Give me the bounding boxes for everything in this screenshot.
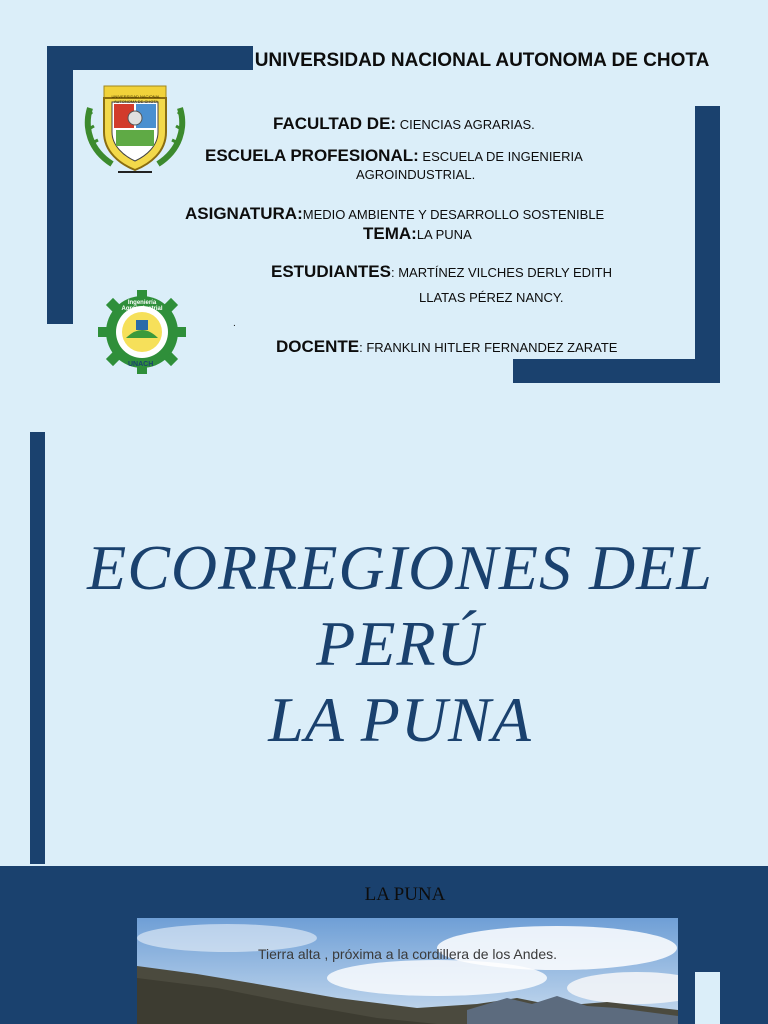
asignatura-label: ASIGNATURA: [185, 204, 303, 223]
frame-left-bar [47, 46, 73, 324]
facultad-label: FACULTAD DE: [273, 114, 397, 133]
frame-bottom-bar [513, 359, 720, 383]
frame-right-bar [695, 106, 720, 383]
facultad-value: CIENCIAS AGRARIAS. [396, 117, 535, 132]
stray-dot: . [233, 318, 236, 329]
escuela-value: ESCUELA DE INGENIERIA [418, 149, 583, 164]
faculty-logo-subtext: UNACH [128, 361, 154, 368]
puna-landscape-photo [137, 918, 678, 1024]
escuela-line [205, 146, 583, 166]
photo-caption: Tierra alta , próxima a la cordillera de los Andes. [257, 946, 558, 962]
estudiante-2: LLATAS PÉREZ NANCY. [419, 290, 564, 305]
estudiantes-label: ESTUDIANTES [271, 262, 391, 281]
title-accent-bar [30, 432, 45, 864]
section-heading: LA PUNA [364, 884, 446, 905]
asignatura-line [185, 204, 604, 224]
university-crest-logo [82, 78, 188, 176]
frame-top-bar [47, 46, 253, 70]
estudiante-1: : MARTÍNEZ VILCHES DERLY EDITH [390, 265, 613, 280]
tema-label: TEMA: [363, 224, 417, 243]
docente-line [276, 337, 617, 357]
escuela-label: ESCUELA PROFESIONAL: [205, 146, 419, 165]
facultad-line [273, 114, 535, 134]
side-accent-strip [695, 972, 720, 1024]
docente-label: DOCENTE [276, 337, 360, 356]
main-title-line2: PERÚ [316, 608, 484, 679]
asignatura-value: MEDIO AMBIENTE Y DESARROLLO SOSTENIBLE [302, 207, 605, 222]
main-title [60, 530, 740, 758]
estudiantes-line [271, 262, 612, 282]
escuela-value-continued: AGROINDUSTRIAL. [356, 167, 476, 182]
university-name: UNIVERSIDAD NACIONAL AUTONOMA DE CHOTA [254, 50, 710, 71]
main-title-line1: ECORREGIONES DEL [87, 532, 713, 603]
tema-value: LA PUNA [416, 227, 472, 242]
faculty-logo-text: Ingeniería Agroindustrial [121, 300, 163, 312]
main-title-line3: LA PUNA [268, 684, 532, 755]
tema-line [363, 224, 472, 244]
landscape-image [137, 918, 678, 1024]
docente-value: : FRANKLIN HITLER FERNANDEZ ZARATE [359, 340, 618, 355]
crest-text: UNIVERSIDAD NACIONAL AUTONOMA DE CHOTA [111, 94, 161, 104]
